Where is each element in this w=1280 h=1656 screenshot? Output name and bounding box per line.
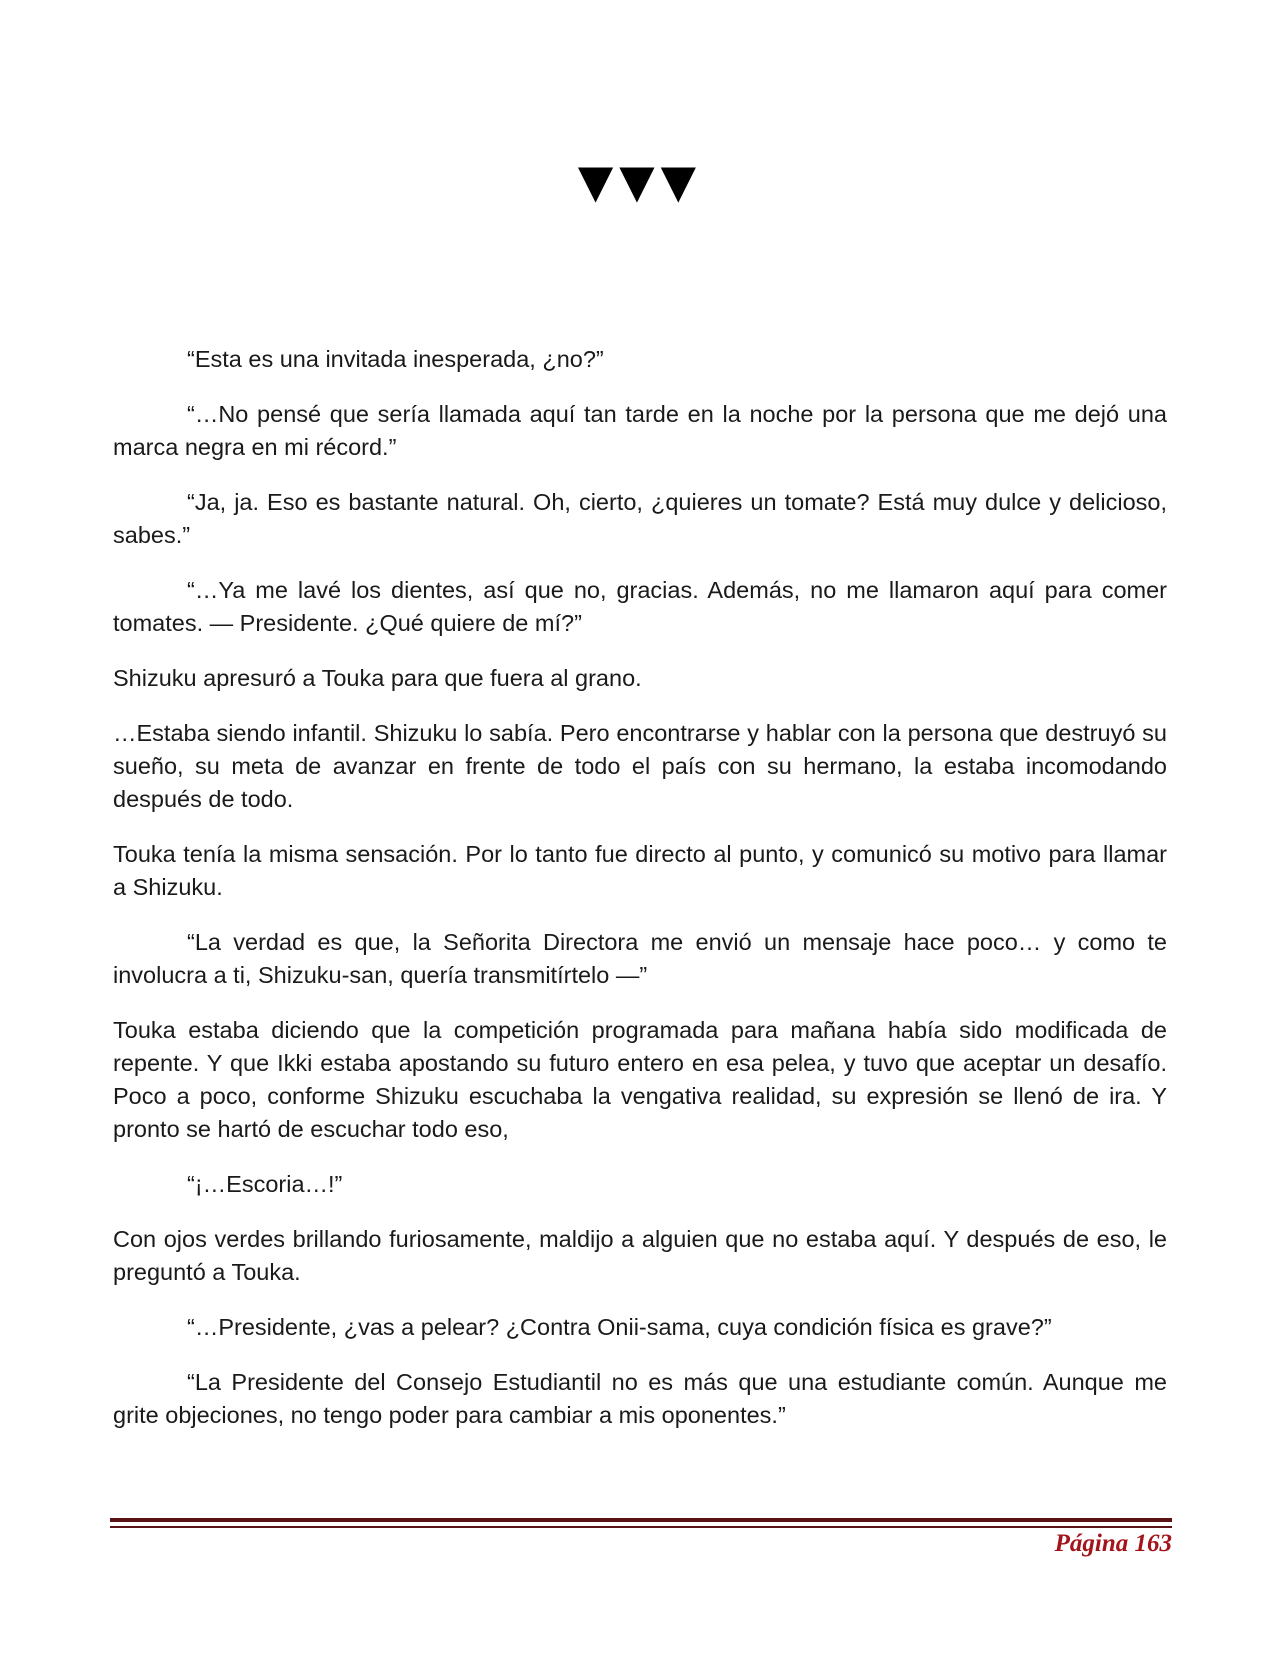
footer-rule-thick bbox=[110, 1518, 1172, 1522]
paragraph: Touka tenía la misma sensación. Por lo tanto fue directo al punto, y comunicó su motivo para llamar a Shizuku. bbox=[113, 841, 1167, 900]
paragraph: Touka estaba diciendo que la competición programada para mañana había sido modificada de repente. Y que Ikki estaba apostando su futuro entero en esa pelea, y tuvo que aceptar un desafío. Poco a poco, conforme Shizuku escuchaba la vengativa realidad, su expresión se llenó de ira. Y pronto se hartó de escuchar todo eso, bbox=[113, 1017, 1167, 1142]
page-number: Página 163 bbox=[1054, 1530, 1172, 1557]
paragraph: “¡…Escoria…!” bbox=[187, 1171, 343, 1197]
paragraph: “…No pensé que sería llamada aquí tan tarde en la noche por la persona que me dejó una marca negra en mi récord.” bbox=[113, 401, 1167, 460]
paragraph: “Ja, ja. Eso es bastante natural. Oh, cierto, ¿quieres un tomate? Está muy dulce y delicioso, sabes.” bbox=[113, 489, 1167, 548]
paragraph: “Esta es una invitada inesperada, ¿no?” bbox=[187, 346, 604, 372]
footer-rule-thin bbox=[110, 1526, 1172, 1528]
section-break-ornament: ▼▼▼ bbox=[577, 154, 703, 208]
paragraph: “La Presidente del Consejo Estudiantil no es más que una estudiante común. Aunque me grite objeciones, no tengo poder para cambiar a mis oponentes.” bbox=[113, 1369, 1167, 1428]
paragraph: Shizuku apresuró a Touka para que fuera al grano. bbox=[113, 665, 642, 691]
paragraph: “La verdad es que, la Señorita Directora me envió un mensaje hace poco… y como te involucra a ti, Shizuku-san, quería transmitírtelo —” bbox=[113, 929, 1167, 988]
paragraph: …Estaba siendo infantil. Shizuku lo sabía. Pero encontrarse y hablar con la persona que destruyó su sueño, su meta de avanzar en frente de todo el país con su hermano, la estaba incomodando después de todo. bbox=[113, 720, 1167, 812]
paragraph: Con ojos verdes brillando furiosamente, maldijo a alguien que no estaba aquí. Y después de eso, le preguntó a Touka. bbox=[113, 1226, 1167, 1285]
body-text bbox=[113, 343, 1167, 1454]
paragraph: “…Presidente, ¿vas a pelear? ¿Contra Onii-sama, cuya condición física es grave?” bbox=[187, 1314, 1052, 1340]
paragraph: “…Ya me lavé los dientes, así que no, gracias. Además, no me llamaron aquí para comer tomates. — Presidente. ¿Qué quiere de mí?” bbox=[113, 577, 1167, 636]
